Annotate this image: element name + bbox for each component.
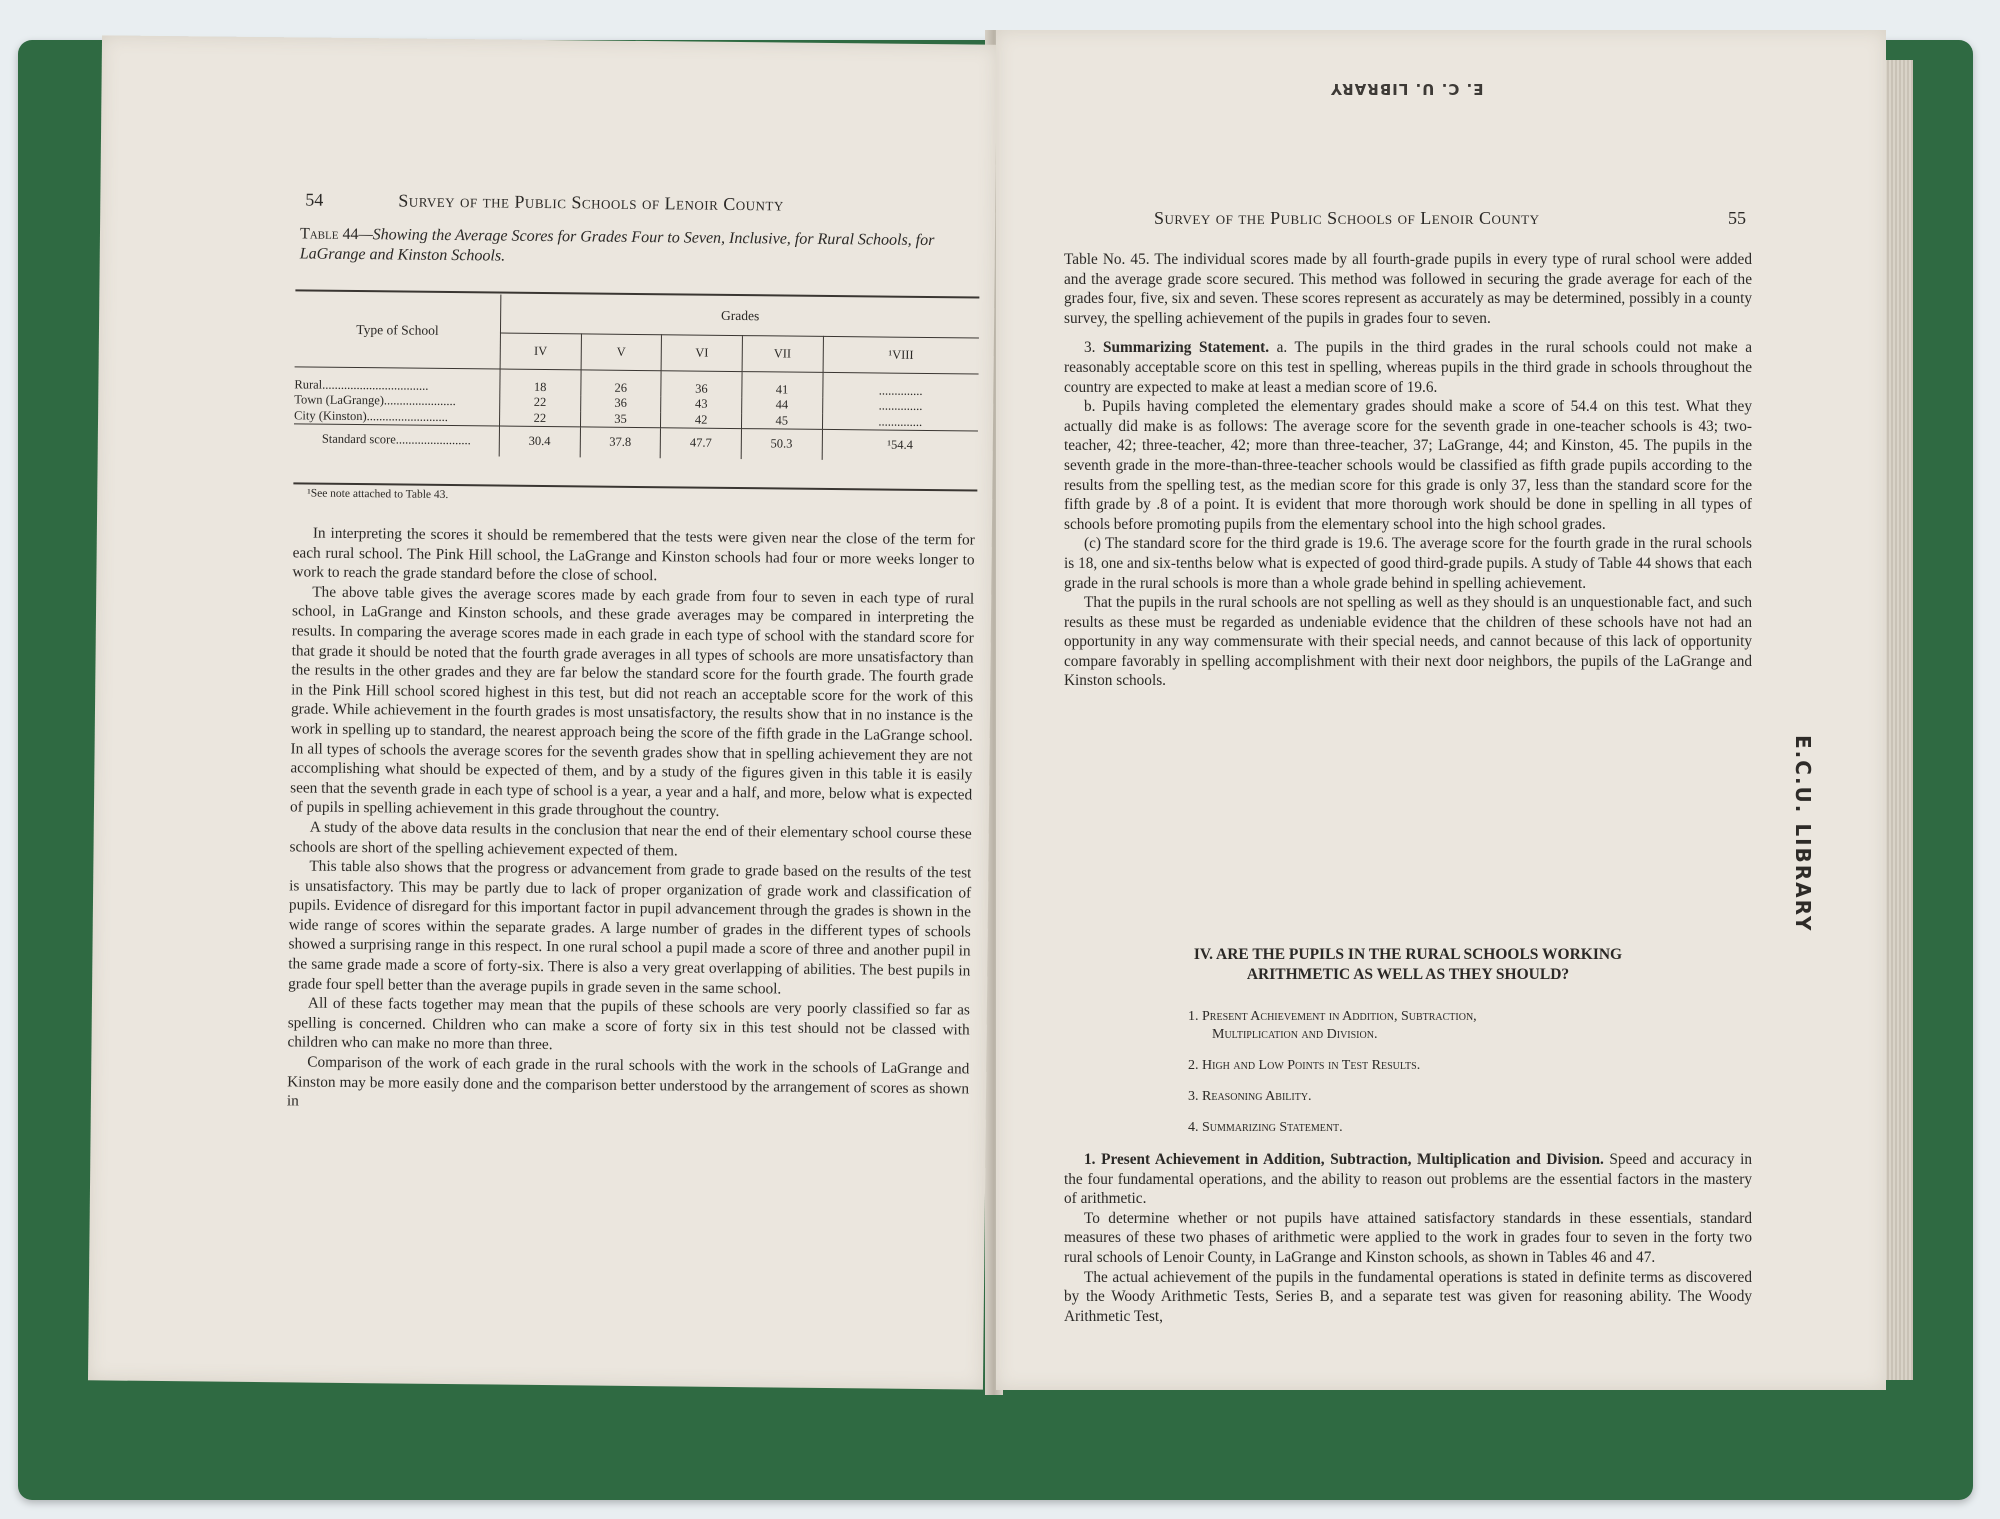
table-cell: 36 xyxy=(661,370,742,396)
section-outline xyxy=(1188,1008,1708,1150)
outline-item: 4. Summarizing Statement. xyxy=(1188,1120,1343,1135)
row-label: Town (LaGrange)....................... xyxy=(294,392,500,410)
paragraph: b. Pupils having completed the elementary grades should make a score of 54.4 on this test. What they actually did make is as follows: The average score for the seventh grade in one-teacher schools is 43; two-teacher, 42; three-teacher, 42; more than three-teacher, 37; LaGrange, 44; and Kinston, 45. The pupils in the seventh grade in the more-than-three-teacher schools would be classified as fifth grade pupils according to the results from the spelling test, as the median score for this grade is only 37, less than the standard score for the fifth grade by .8 of a point. It is evident that more thorough work should be done in spelling in all types of schools before promoting pupils from the elementary school into the high school grades. xyxy=(1064,398,1752,533)
page-edges xyxy=(1885,60,1913,1380)
col-v: V xyxy=(581,333,662,370)
table-cell: 41 xyxy=(742,371,823,397)
table-cell-dash: .............. xyxy=(878,383,923,398)
running-header: Survey of the Public Schools of Lenoir County xyxy=(398,190,784,215)
outline-item: Multiplication and Division. xyxy=(1212,1027,1378,1042)
paragraph: This table also shows that the progress or advancement from grade to grade based on the results of the test is unsatisfactory. This may be partly due to lack of proper organization of grade work and classification of pupils. Evidence of disregard for this important factor in pupil advancement through the grades is shown in the wide range of scores within the separate grades. A large number of grades in the different types of schools showed a surprising range in this respect. In one rural school a pupil made a score of three and another pupil in the same grade made a score of forty-six. There is also a very great overlapping of abilities. The best pupils in grade four spell better than the average pupils in grade seven in the same school. xyxy=(288,857,972,998)
present-paragraph: 1. Present Achievement in Addition, Subtraction, Multiplication and Division. Speed and accuracy in the four fundamental operations, and the ability to reason out problems are the essential factors in the mastery of arithmetic. xyxy=(1064,1151,1752,1208)
table-cell-dash: .............. xyxy=(878,398,923,413)
right-body-text-bottom xyxy=(1064,1150,1752,1326)
paragraph: The actual achievement of the pupils in the fundamental operations is stated in definite terms as discovered by the Woody Arithmetic Tests, Series B, and a separate test was given for reasoning ability. The Woody Arithmetic Test, xyxy=(1064,1268,1752,1325)
section-heading: IV. ARE THE PUPILS IN THE RURAL SCHOOLS WORKING ARITHMETIC AS WELL AS THEY SHOULD? xyxy=(1193,946,1623,983)
right-body-text-top xyxy=(1064,250,1752,691)
table-cell: 26 xyxy=(580,369,661,395)
paragraph: All of these facts together may mean that the pupils of these schools are very poorly classified so far as spelling is concerned. Children who can make a score of forty six in this test should not be classed with children who can make no more than three. xyxy=(287,994,970,1054)
table-cell: 22 xyxy=(500,394,581,411)
table-cell: 45 xyxy=(741,413,822,430)
table-cell: 43 xyxy=(661,396,742,413)
row-label: City (Kinston).......................... xyxy=(294,408,500,426)
col-iv: IV xyxy=(500,333,581,370)
data-table xyxy=(294,292,980,461)
row-label: Rural.................................. xyxy=(294,366,500,394)
outline-item: 2. High and Low Points in Test Results. xyxy=(1188,1058,1421,1073)
col-vii: VII xyxy=(742,335,823,372)
table-footnote: ¹See note attached to Table 43. xyxy=(307,487,449,502)
col-viii: ¹VIII xyxy=(823,336,979,374)
table-cell: 47.7 xyxy=(660,428,741,459)
table-cell: 44 xyxy=(742,397,823,414)
outline-item: 1. Present Achievement in Addition, Subtraction, xyxy=(1188,1009,1477,1024)
table-cell: 50.3 xyxy=(741,429,822,460)
paragraph: Table No. 45. The individual scores made by all fourth-grade pupils in every type of rural school were added and the average grade score secured. This method was followed in securing the grade average for each of the grades four, five, six and seven. These scores represent as accurately as may be determined, possibly in a county survey, the spelling achievement of the pupils in grades four to seven. xyxy=(1064,251,1752,327)
table-caption xyxy=(300,224,980,271)
library-stamp-side: E.C.U. LIBRARY xyxy=(1791,735,1815,933)
table-cell: 42 xyxy=(661,412,742,429)
right-page xyxy=(996,30,1886,1390)
table-cell: 18 xyxy=(500,369,581,395)
grades-header: Grades xyxy=(500,295,979,338)
outline-item: 3. Reasoning Ability. xyxy=(1188,1089,1312,1104)
page-number: 55 xyxy=(1728,208,1746,228)
page-number: 54 xyxy=(305,189,324,210)
table-cell: 35 xyxy=(580,411,661,428)
table-caption-text: —Showing the Average Scores for Grades Four to Seven, Inclusive, for Rural Schools, for LaGrange and Kinston Schools. xyxy=(299,226,935,265)
paragraph: That the pupils in the rural schools are not spelling as well as they should is an unquestionable fact, and such results as these must be regarded as undeniable evidence that the children of these schools have not had an opportunity in any way commensurate with their special needs, and cannot because of this lack of opportunity compare favorably in spelling accomplishment with their next door neighbors, the pupils of the LaGrange and Kinston schools. xyxy=(1064,594,1752,690)
table-cell: 30.4 xyxy=(499,426,580,457)
paragraph: Comparison of the work of each grade in the rural schools with the work in the schools of LaGrange and Kinston may be more easily done and the comparison better understood by the arrangement of scores as shown in xyxy=(286,1053,970,1110)
table-cell: 37.8 xyxy=(580,427,661,458)
type-header: Type of School xyxy=(295,292,501,368)
table-cell: 22 xyxy=(499,410,580,427)
row-label: Standard score........................ xyxy=(294,424,500,456)
library-stamp-top: E. C. U. LIBRARY xyxy=(1330,80,1484,98)
col-vi: VI xyxy=(661,334,742,371)
table-caption-prefix: Table 44 xyxy=(299,225,359,244)
table-cell: 36 xyxy=(580,395,661,412)
table-cell: ¹54.4 xyxy=(822,429,978,461)
running-header: Survey of the Public Schools of Lenoir County xyxy=(1154,208,1540,228)
paragraph: A study of the above data results in the conclusion that near the end of their elementary school course these schools are short of the spelling achievement expected of them. xyxy=(289,818,972,859)
table-cell-dash: .............. xyxy=(878,414,923,429)
left-page xyxy=(88,35,997,1389)
standard-row xyxy=(294,424,978,461)
paragraph: In interpreting the scores it should be remembered that the tests were given near the close of the term for each rural school. The Pink Hill school, the LaGrange and Kinston schools had four or more weeks longer to work to reach the grade standard before the close of school. xyxy=(292,524,975,585)
paragraph: The above table gives the average scores made by each grade from four to seven in each type of rural school, in LaGrange and Kinston schools, and these grade averages may be compared in interpreting the results. In comparing the average scores made in each grade in each type of school with the standard score for that grade it should be noted that the fourth grade averages in all types of schools are more unsatisfactory than the results in the other grades and they are far below the standard score for the fourth grade. The fourth grade in the Pink Hill school scored highest in this test, but did not reach an acceptable score for the work of this grade. While achievement in the fourth grades is most unsatisfactory, the results show that in no instance is the work in spelling up to standard, the nearest approach being the score of the fifth grade in the LaGrange school. In all types of schools the average scores for the seventh grades show that in spelling achievement they are not accomplishing what should be expected of them, and by a study of the figures given in this table it is easily seen that the seventh grade in each type of school is a year, a year and a half, and more, below what is expected of pupils in spelling achievement in this grade throughout the country. xyxy=(289,583,975,821)
summarizing-paragraph: 3. Summarizing Statement. a. The pupils in the third grades in the rural schools could not make a reasonably acceptable score on this test in spelling, whereas pupils in the third grade in schools throughout the country are expected to make at least a median score of 19.6. xyxy=(1064,339,1752,396)
paragraph: (c) The standard score for the third grade is 19.6. The average score for the fourth grade in the rural schools is 18, one and six-tenths below what is expected of good third-grade pupils. A study of Table 44 shows that each grade in the rural schools is more than a whole grade behind in spelling achievement. xyxy=(1064,535,1752,592)
left-body-text xyxy=(287,523,975,1118)
paragraph: To determine whether or not pupils have attained satisfactory standards in these essentials, standard measures of these two phases of arithmetic were applied to the work in grades four to seven in the forty two rural schools of Lenoir County, in LaGrange and Kinston schools, as shown in Tables 46 and 47. xyxy=(1064,1209,1752,1266)
